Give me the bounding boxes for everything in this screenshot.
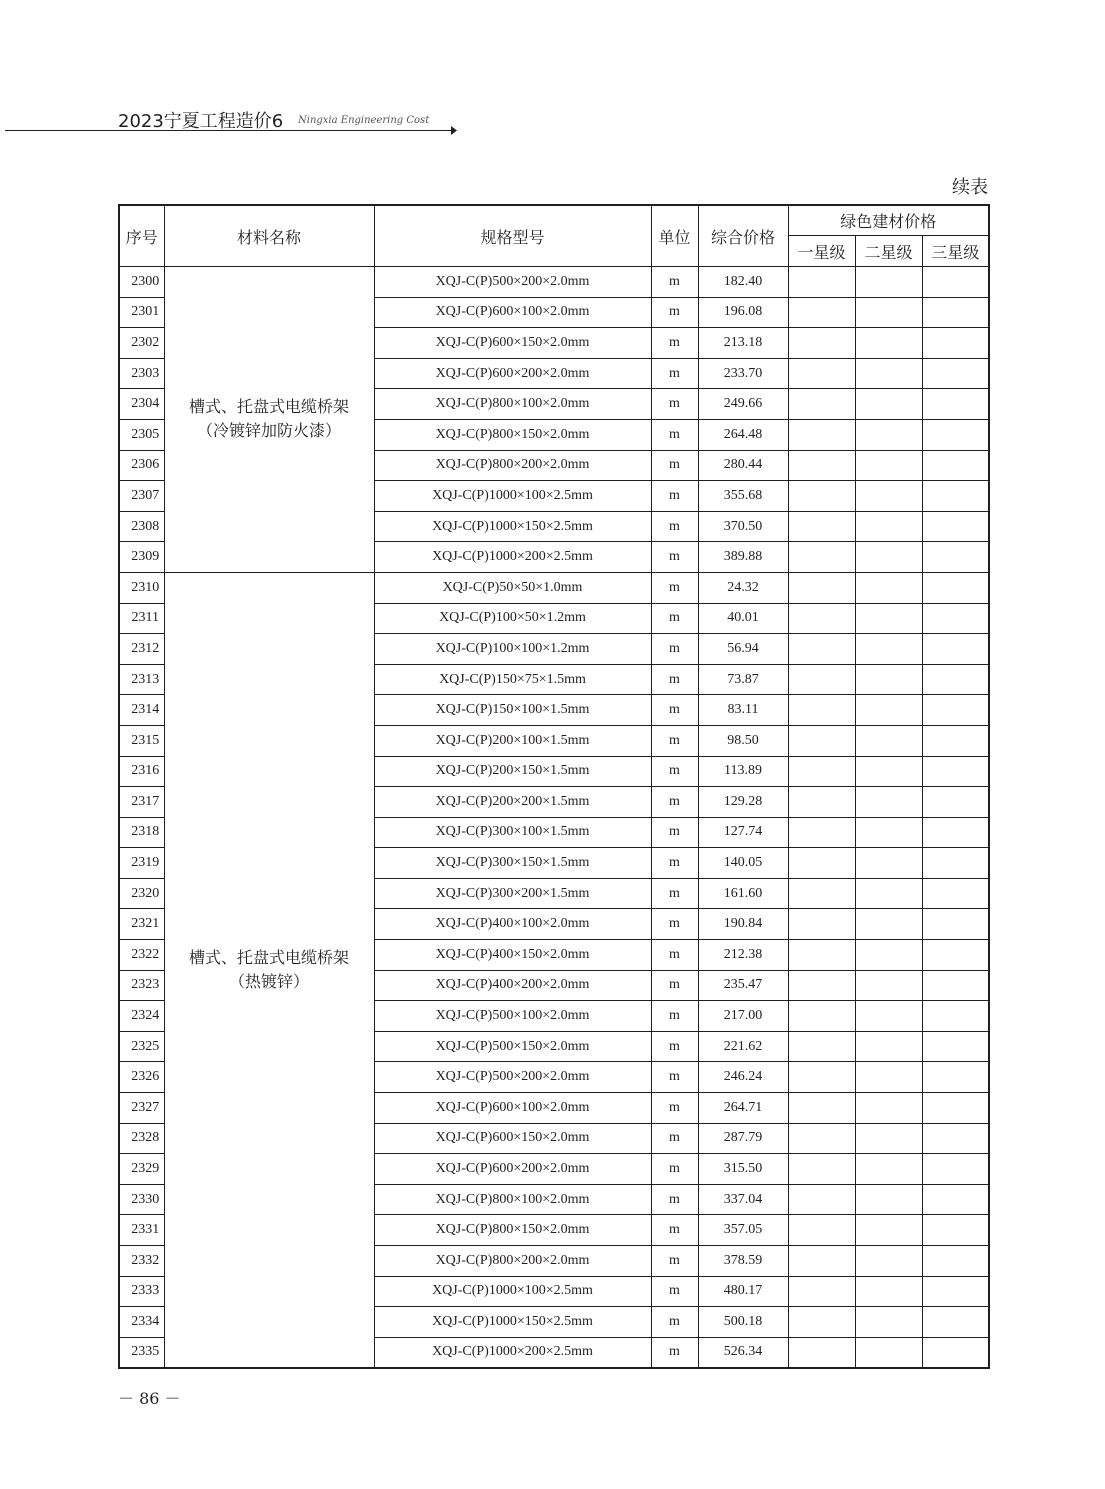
cell-star1	[788, 970, 855, 1001]
cell-price: 315.50	[698, 1154, 788, 1185]
cell-material-name	[164, 572, 374, 1367]
cell-price: 140.05	[698, 848, 788, 879]
cell-star1	[788, 664, 855, 695]
cell-seq: 2307	[119, 481, 164, 512]
cell-unit: m	[651, 572, 698, 603]
cell-star3	[922, 358, 989, 389]
cell-seq: 2330	[119, 1184, 164, 1215]
cell-star2	[855, 1215, 922, 1246]
cell-price: 213.18	[698, 328, 788, 359]
cell-star3	[922, 328, 989, 359]
cell-spec: XQJ-C(P)500×200×2.0mm	[374, 267, 651, 298]
cell-star1	[788, 1246, 855, 1277]
header-star1: 一星级	[788, 236, 855, 267]
cell-star3	[922, 419, 989, 450]
journal-title: 2023宁夏工程造价6	[118, 111, 284, 132]
continuation-label: 续表	[952, 177, 988, 198]
cell-star1	[788, 787, 855, 818]
cell-unit: m	[651, 1154, 698, 1185]
cell-price: 280.44	[698, 450, 788, 481]
cell-star3	[922, 695, 989, 726]
cell-star1	[788, 450, 855, 481]
header-unit: 单位	[651, 205, 698, 267]
cell-price: 480.17	[698, 1276, 788, 1307]
cell-unit: m	[651, 267, 698, 298]
price-table	[118, 204, 990, 1369]
cell-star3	[922, 848, 989, 879]
cell-unit: m	[651, 909, 698, 940]
cell-spec: XQJ-C(P)800×100×2.0mm	[374, 389, 651, 420]
cell-star2	[855, 848, 922, 879]
cell-price: 287.79	[698, 1123, 788, 1154]
cell-unit: m	[651, 695, 698, 726]
cell-star2	[855, 572, 922, 603]
cell-star1	[788, 1307, 855, 1338]
cell-star2	[855, 1184, 922, 1215]
table-row	[119, 267, 989, 298]
cell-star1	[788, 297, 855, 328]
cell-price: 182.40	[698, 267, 788, 298]
cell-star2	[855, 725, 922, 756]
cell-star3	[922, 1154, 989, 1185]
cell-star2	[855, 297, 922, 328]
cell-seq: 2328	[119, 1123, 164, 1154]
cell-star1	[788, 572, 855, 603]
cell-spec: XQJ-C(P)300×100×1.5mm	[374, 817, 651, 848]
cell-unit: m	[651, 1123, 698, 1154]
cell-price: 221.62	[698, 1031, 788, 1062]
cell-price: 40.01	[698, 603, 788, 634]
cell-star2	[855, 664, 922, 695]
cell-unit: m	[651, 1307, 698, 1338]
cell-star1	[788, 1001, 855, 1032]
cell-star1	[788, 328, 855, 359]
cell-star3	[922, 940, 989, 971]
cell-spec: XQJ-C(P)1000×100×2.5mm	[374, 481, 651, 512]
cell-star2	[855, 1031, 922, 1062]
cell-price: 355.68	[698, 481, 788, 512]
cell-star1	[788, 1154, 855, 1185]
cell-unit: m	[651, 1031, 698, 1062]
cell-star2	[855, 358, 922, 389]
cell-spec: XQJ-C(P)800×200×2.0mm	[374, 450, 651, 481]
cell-seq: 2312	[119, 634, 164, 665]
cell-spec: XQJ-C(P)600×150×2.0mm	[374, 328, 651, 359]
cell-unit: m	[651, 848, 698, 879]
cell-star3	[922, 1337, 989, 1368]
cell-spec: XQJ-C(P)500×100×2.0mm	[374, 1001, 651, 1032]
cell-unit: m	[651, 1062, 698, 1093]
cell-price: 73.87	[698, 664, 788, 695]
cell-seq: 2332	[119, 1246, 164, 1277]
cell-seq: 2303	[119, 358, 164, 389]
cell-price: 161.60	[698, 878, 788, 909]
cell-price: 190.84	[698, 909, 788, 940]
cell-price: 217.00	[698, 1001, 788, 1032]
header-rule-arrow-icon	[5, 0, 457, 140]
cell-star3	[922, 1246, 989, 1277]
cell-unit: m	[651, 419, 698, 450]
cell-seq: 2322	[119, 940, 164, 971]
cell-price: 264.71	[698, 1093, 788, 1124]
cell-seq: 2319	[119, 848, 164, 879]
cell-unit: m	[651, 664, 698, 695]
cell-price: 56.94	[698, 634, 788, 665]
cell-seq: 2305	[119, 419, 164, 450]
cell-price: 113.89	[698, 756, 788, 787]
header-price: 综合价格	[698, 205, 788, 267]
cell-star3	[922, 756, 989, 787]
cell-seq: 2314	[119, 695, 164, 726]
cell-spec: XQJ-C(P)800×200×2.0mm	[374, 1246, 651, 1277]
cell-star3	[922, 481, 989, 512]
cell-price: 370.50	[698, 511, 788, 542]
cell-star1	[788, 1123, 855, 1154]
cell-spec: XQJ-C(P)400×150×2.0mm	[374, 940, 651, 971]
cell-unit: m	[651, 817, 698, 848]
cell-price: 389.88	[698, 542, 788, 573]
cell-star3	[922, 1031, 989, 1062]
cell-unit: m	[651, 634, 698, 665]
cell-star2	[855, 909, 922, 940]
material-name-line1: 槽式、托盘式电缆桥架	[188, 947, 349, 967]
material-name-line2: （冷镀锌加防火漆）	[196, 421, 341, 441]
cell-spec: XQJ-C(P)200×150×1.5mm	[374, 756, 651, 787]
cell-seq: 2310	[119, 572, 164, 603]
cell-unit: m	[651, 297, 698, 328]
cell-star2	[855, 695, 922, 726]
cell-star3	[922, 389, 989, 420]
cell-unit: m	[651, 603, 698, 634]
cell-price: 246.24	[698, 1062, 788, 1093]
cell-unit: m	[651, 1001, 698, 1032]
cell-star3	[922, 787, 989, 818]
cell-star1	[788, 1215, 855, 1246]
cell-star2	[855, 603, 922, 634]
cell-seq: 2321	[119, 909, 164, 940]
cell-price: 127.74	[698, 817, 788, 848]
cell-spec: XQJ-C(P)150×75×1.5mm	[374, 664, 651, 695]
cell-spec: XQJ-C(P)600×150×2.0mm	[374, 1123, 651, 1154]
cell-spec: XQJ-C(P)800×100×2.0mm	[374, 1184, 651, 1215]
cell-seq: 2334	[119, 1307, 164, 1338]
cell-star3	[922, 909, 989, 940]
cell-spec: XQJ-C(P)500×200×2.0mm	[374, 1062, 651, 1093]
cell-spec: XQJ-C(P)1000×150×2.5mm	[374, 1307, 651, 1338]
cell-star2	[855, 450, 922, 481]
cell-spec: XQJ-C(P)1000×150×2.5mm	[374, 511, 651, 542]
material-name-line2: （热镀锌）	[228, 971, 309, 991]
cell-seq: 2325	[119, 1031, 164, 1062]
cell-spec: XQJ-C(P)800×150×2.0mm	[374, 419, 651, 450]
cell-unit: m	[651, 725, 698, 756]
cell-star3	[922, 572, 989, 603]
cell-star2	[855, 1154, 922, 1185]
cell-seq: 2326	[119, 1062, 164, 1093]
cell-star1	[788, 267, 855, 298]
cell-unit: m	[651, 940, 698, 971]
cell-star3	[922, 817, 989, 848]
cell-unit: m	[651, 1246, 698, 1277]
cell-star1	[788, 1184, 855, 1215]
cell-seq: 2301	[119, 297, 164, 328]
cell-price: 378.59	[698, 1246, 788, 1277]
cell-price: 233.70	[698, 358, 788, 389]
cell-star2	[855, 1001, 922, 1032]
header-green-price: 绿色建材价格	[788, 205, 989, 236]
cell-star2	[855, 1062, 922, 1093]
cell-star1	[788, 695, 855, 726]
cell-spec: XQJ-C(P)600×100×2.0mm	[374, 1093, 651, 1124]
cell-star1	[788, 389, 855, 420]
cell-star1	[788, 634, 855, 665]
cell-seq: 2311	[119, 603, 164, 634]
page-number: － 86 －	[118, 1389, 181, 1408]
header-star2: 二星级	[855, 236, 922, 267]
cell-star1	[788, 511, 855, 542]
cell-unit: m	[651, 756, 698, 787]
cell-seq: 2308	[119, 511, 164, 542]
cell-star2	[855, 419, 922, 450]
cell-star2	[855, 1337, 922, 1368]
cell-star1	[788, 1276, 855, 1307]
cell-star3	[922, 878, 989, 909]
cell-seq: 2315	[119, 725, 164, 756]
cell-seq: 2318	[119, 817, 164, 848]
cell-seq: 2304	[119, 389, 164, 420]
cell-spec: XQJ-C(P)50×50×1.0mm	[374, 572, 651, 603]
cell-material-name	[164, 267, 374, 573]
cell-unit: m	[651, 787, 698, 818]
cell-unit: m	[651, 358, 698, 389]
cell-spec: XQJ-C(P)300×150×1.5mm	[374, 848, 651, 879]
cell-star1	[788, 603, 855, 634]
cell-price: 357.05	[698, 1215, 788, 1246]
cell-price: 83.11	[698, 695, 788, 726]
header-seq: 序号	[119, 205, 164, 267]
cell-seq: 2300	[119, 267, 164, 298]
cell-unit: m	[651, 542, 698, 573]
cell-spec: XQJ-C(P)400×100×2.0mm	[374, 909, 651, 940]
cell-seq: 2309	[119, 542, 164, 573]
cell-unit: m	[651, 878, 698, 909]
cell-star3	[922, 1093, 989, 1124]
cell-star1	[788, 909, 855, 940]
cell-spec: XQJ-C(P)200×200×1.5mm	[374, 787, 651, 818]
cell-price: 264.48	[698, 419, 788, 450]
cell-star3	[922, 1215, 989, 1246]
cell-unit: m	[651, 1093, 698, 1124]
cell-star3	[922, 1307, 989, 1338]
cell-unit: m	[651, 1215, 698, 1246]
cell-star3	[922, 634, 989, 665]
cell-price: 98.50	[698, 725, 788, 756]
cell-star3	[922, 511, 989, 542]
cell-star2	[855, 481, 922, 512]
cell-spec: XQJ-C(P)800×150×2.0mm	[374, 1215, 651, 1246]
cell-star3	[922, 1276, 989, 1307]
cell-star2	[855, 389, 922, 420]
cell-unit: m	[651, 1276, 698, 1307]
cell-seq: 2317	[119, 787, 164, 818]
cell-spec: XQJ-C(P)150×100×1.5mm	[374, 695, 651, 726]
cell-star1	[788, 1337, 855, 1368]
cell-star3	[922, 1123, 989, 1154]
cell-seq: 2302	[119, 328, 164, 359]
cell-seq: 2331	[119, 1215, 164, 1246]
cell-seq: 2333	[119, 1276, 164, 1307]
cell-spec: XQJ-C(P)400×200×2.0mm	[374, 970, 651, 1001]
cell-star1	[788, 817, 855, 848]
cell-star2	[855, 511, 922, 542]
cell-spec: XQJ-C(P)200×100×1.5mm	[374, 725, 651, 756]
cell-star1	[788, 1093, 855, 1124]
header-star3: 三星级	[922, 236, 989, 267]
cell-price: 526.34	[698, 1337, 788, 1368]
cell-unit: m	[651, 511, 698, 542]
cell-seq: 2335	[119, 1337, 164, 1368]
cell-seq: 2324	[119, 1001, 164, 1032]
cell-star3	[922, 970, 989, 1001]
cell-star2	[855, 1246, 922, 1277]
cell-price: 196.08	[698, 297, 788, 328]
cell-unit: m	[651, 389, 698, 420]
cell-star1	[788, 1062, 855, 1093]
cell-spec: XQJ-C(P)500×150×2.0mm	[374, 1031, 651, 1062]
journal-subtitle: Ningxia Engineering Cost	[298, 115, 430, 126]
cell-unit: m	[651, 1337, 698, 1368]
cell-unit: m	[651, 970, 698, 1001]
cell-star3	[922, 664, 989, 695]
cell-star3	[922, 1001, 989, 1032]
cell-spec: XQJ-C(P)600×200×2.0mm	[374, 358, 651, 389]
table-row	[119, 572, 989, 603]
cell-price: 129.28	[698, 787, 788, 818]
cell-star1	[788, 848, 855, 879]
cell-spec: XQJ-C(P)100×50×1.2mm	[374, 603, 651, 634]
cell-star1	[788, 756, 855, 787]
cell-star1	[788, 542, 855, 573]
cell-price: 235.47	[698, 970, 788, 1001]
cell-seq: 2320	[119, 878, 164, 909]
cell-star1	[788, 358, 855, 389]
cell-star1	[788, 725, 855, 756]
cell-price: 249.66	[698, 389, 788, 420]
cell-star2	[855, 1093, 922, 1124]
cell-spec: XQJ-C(P)300×200×1.5mm	[374, 878, 651, 909]
cell-star1	[788, 940, 855, 971]
cell-star2	[855, 970, 922, 1001]
cell-star2	[855, 787, 922, 818]
cell-price: 337.04	[698, 1184, 788, 1215]
cell-spec: XQJ-C(P)600×200×2.0mm	[374, 1154, 651, 1185]
cell-star2	[855, 756, 922, 787]
cell-star3	[922, 267, 989, 298]
cell-star2	[855, 267, 922, 298]
cell-seq: 2316	[119, 756, 164, 787]
cell-star1	[788, 878, 855, 909]
cell-star2	[855, 1123, 922, 1154]
cell-star2	[855, 328, 922, 359]
cell-star2	[855, 1276, 922, 1307]
cell-star3	[922, 603, 989, 634]
cell-unit: m	[651, 481, 698, 512]
cell-price: 24.32	[698, 572, 788, 603]
table-body	[119, 267, 989, 1368]
cell-star2	[855, 1307, 922, 1338]
cell-seq: 2329	[119, 1154, 164, 1185]
cell-spec: XQJ-C(P)1000×200×2.5mm	[374, 1337, 651, 1368]
cell-price: 212.38	[698, 940, 788, 971]
cell-spec: XQJ-C(P)1000×200×2.5mm	[374, 542, 651, 573]
cell-seq: 2323	[119, 970, 164, 1001]
cell-star1	[788, 481, 855, 512]
header-material-name: 材料名称	[164, 205, 374, 267]
cell-spec: XQJ-C(P)600×100×2.0mm	[374, 297, 651, 328]
cell-star1	[788, 1031, 855, 1062]
cell-star2	[855, 940, 922, 971]
cell-spec: XQJ-C(P)1000×100×2.5mm	[374, 1276, 651, 1307]
cell-star3	[922, 450, 989, 481]
material-name-line1: 槽式、托盘式电缆桥架	[188, 397, 349, 417]
cell-star3	[922, 542, 989, 573]
cell-star3	[922, 1184, 989, 1215]
cell-unit: m	[651, 328, 698, 359]
cell-seq: 2313	[119, 664, 164, 695]
cell-spec: XQJ-C(P)100×100×1.2mm	[374, 634, 651, 665]
header-spec: 规格型号	[374, 205, 651, 267]
cell-unit: m	[651, 450, 698, 481]
cell-seq: 2306	[119, 450, 164, 481]
cell-star2	[855, 817, 922, 848]
cell-star3	[922, 1062, 989, 1093]
cell-star3	[922, 297, 989, 328]
cell-unit: m	[651, 1184, 698, 1215]
cell-star2	[855, 634, 922, 665]
cell-star2	[855, 878, 922, 909]
cell-star2	[855, 542, 922, 573]
cell-star1	[788, 419, 855, 450]
cell-price: 500.18	[698, 1307, 788, 1338]
cell-seq: 2327	[119, 1093, 164, 1124]
cell-star3	[922, 725, 989, 756]
